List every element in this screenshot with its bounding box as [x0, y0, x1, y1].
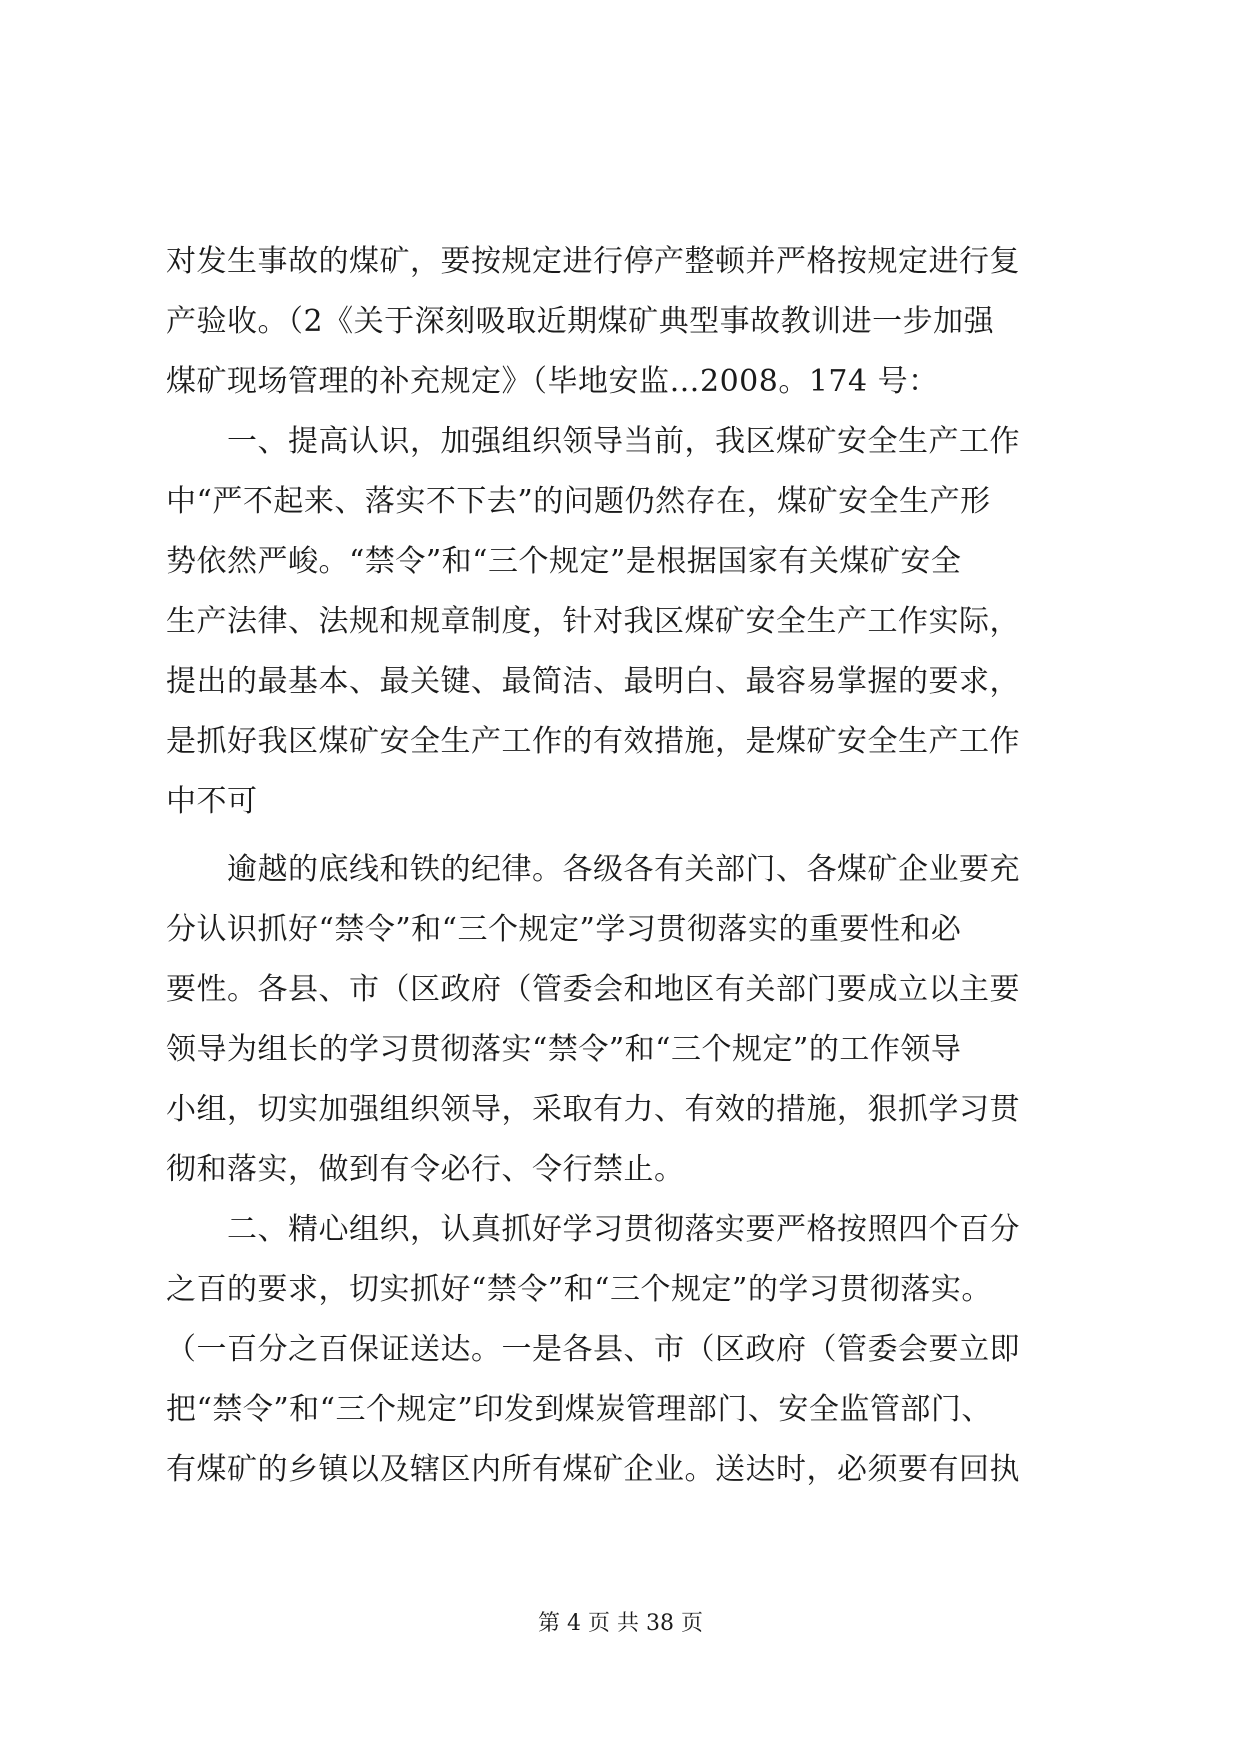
text-line: 之百的要求，切实抓好“禁令”和“三个规定”的学习贯彻落实。: [166, 1272, 992, 1307]
text-line: 中不可: [166, 784, 258, 819]
text-line: 对发生事故的煤矿，要按规定进行停产整顿并严格按规定进行复: [166, 244, 1020, 279]
page-number-footer: 第 4 页 共 38 页: [538, 1611, 703, 1636]
text-line: （一百分之百保证送达。一是各县、市（区政府（管委会要立即: [166, 1332, 1020, 1367]
text-line: 中“严不起来、落实不下去”的问题仍然存在，煤矿安全生产形: [166, 484, 991, 519]
text-line: 把“禁令”和“三个规定”印发到煤炭管理部门、安全监管部门、: [166, 1392, 992, 1427]
text-line: 领导为组长的学习贯彻落实“禁令”和“三个规定”的工作领导: [166, 1032, 962, 1067]
text-line: 分认识抓好“禁令”和“三个规定”学习贯彻落实的重要性和必: [166, 912, 962, 947]
text-line: 小组，切实加强组织领导，采取有力、有效的措施，狠抓学习贯: [166, 1092, 1020, 1127]
text-line: 二、精心组织，认真抓好学习贯彻落实要严格按照四个百分: [166, 1212, 1020, 1247]
text-line: 逾越的底线和铁的纪律。各级各有关部门、各煤矿企业要充: [166, 852, 1020, 887]
body-text: [166, 232, 1078, 1500]
text-line: 有煤矿的乡镇以及辖区内所有煤矿企业。送达时，必须要有回执: [166, 1452, 1020, 1487]
text-line: 煤矿现场管理的补充规定》（毕地安监…2008。174 号：: [166, 364, 939, 399]
text-line: 提出的最基本、最关键、最简洁、最明白、最容易掌握的要求，: [166, 664, 1020, 699]
text-line: 要性。各县、市（区政府（管委会和地区有关部门要成立以主要: [166, 972, 1020, 1007]
text-line: 势依然严峻。“禁令”和“三个规定”是根据国家有关煤矿安全: [166, 544, 962, 579]
text-line: 彻和落实，做到有令必行、令行禁止。: [166, 1152, 685, 1187]
text-line: 生产法律、法规和规章制度，针对我区煤矿安全生产工作实际，: [166, 604, 1020, 639]
text-line: 一、提高认识，加强组织领导当前，我区煤矿安全生产工作: [166, 424, 1020, 459]
text-line: 产验收。（2《关于深刻吸取近期煤矿典型事故教训进一步加强: [166, 304, 995, 339]
text-line: 是抓好我区煤矿安全生产工作的有效措施，是煤矿安全生产工作: [166, 724, 1020, 759]
